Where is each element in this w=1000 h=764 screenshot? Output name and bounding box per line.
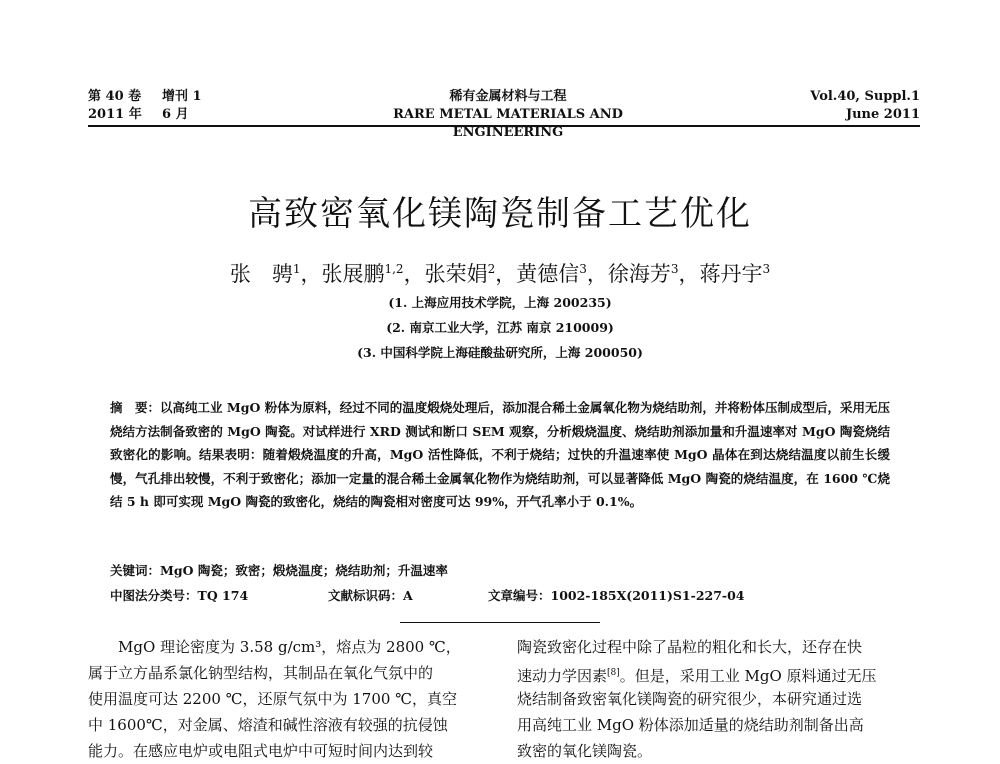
affiliation-3: (3. 中国科学院上海硅酸盐研究所，上海 200050): [357, 345, 643, 360]
author: [608, 262, 679, 286]
body-line: 能力。在感应电炉或电阻式电炉中可短时间内达到较: [88, 742, 434, 760]
abstract-text: 以高纯工业 MgO 粉体为原料，经过不同的温度煅烧处理后，添加混合稀土金属氧化物为烧结助剂，并将粉体压制成型后，采用无压烧结方法制备致密的 MgO 陶瓷。对试样进行 XRD 测试和断口 SEM 观察，分析煅烧温度、烧结助剂添加量和升温速率对 MgO 陶瓷烧结致密化的影响。结果表明：随着煅烧温度的升高，MgO 活性降低，不利于烧结；过快的升温速率使 MgO 晶体在到达烧结温度以前生长缓慢，气孔排出较慢，不利于致密化；添加一定量的混合稀土金属氧化物作为烧结助剂，可以显著降低 MgO 陶瓷的烧结温度，在 1600 ℃烧结 5 h 即可实现 MgO 陶瓷的致密化，烧结的陶瓷相对密度可达 99%，开气孔率小于 0.1%。: [110, 400, 890, 509]
clc-value: TQ 174: [197, 588, 249, 603]
author-affiliation-ref: 3: [579, 262, 587, 276]
body-text: 。但是，采用工业 MgO 原料通过无压: [619, 667, 877, 685]
affiliation-2: (2. 南京工业大学，江苏 南京 210009): [386, 320, 614, 335]
author-name: 张 骋: [229, 262, 293, 286]
body-line: 烧结制备致密氧化镁陶瓷的研究很少，本研究通过选: [517, 690, 863, 708]
author: [700, 262, 771, 286]
author-separator: ，: [300, 262, 322, 286]
author: [425, 262, 496, 286]
author-separator: ，: [586, 262, 608, 286]
affiliation-1: (1. 上海应用技术学院，上海 200235): [388, 295, 612, 310]
running-header: [88, 88, 920, 140]
body-line: MgO 理论密度为 3.58 g/cm³，熔点为 2800 ℃，: [88, 638, 461, 656]
year-label: 2011 年: [88, 107, 142, 122]
abstract: [110, 396, 890, 514]
article-value: 1002-185X(2011)S1-227-04: [550, 588, 745, 603]
doc-value: A: [403, 588, 413, 603]
keywords-label: 关键词：: [110, 563, 161, 578]
body-line: 致密的氧化镁陶瓷。: [517, 742, 653, 760]
issue-label: 增刊 1: [162, 89, 202, 104]
author-affiliation-ref: 2: [487, 262, 496, 276]
author-separator: ，: [403, 262, 425, 286]
body-line: 中 1600℃，对金属、熔渣和碱性溶液有较强的抗侵蚀: [88, 716, 448, 734]
volume-label: 第 40 卷: [88, 89, 142, 104]
citation-ref: [8]: [607, 668, 620, 678]
body-column-left: [88, 634, 478, 764]
author-separator: ，: [495, 262, 517, 286]
keywords: [110, 561, 448, 579]
volume-issue: [88, 88, 202, 124]
author-name: 黄德信: [516, 262, 580, 286]
author: [321, 262, 403, 286]
journal-name-en: RARE METAL MATERIALS AND ENGINEERING: [393, 107, 623, 140]
journal-name: [338, 88, 678, 142]
journal-name-cn: 稀有金属材料与工程: [449, 89, 567, 104]
author-affiliation-ref: 3: [762, 262, 771, 276]
body-line: 属于立方晶系氯化钠型结构，其制品在氧化气氛中的: [88, 664, 434, 682]
volume-info-en: [810, 88, 920, 124]
author-list: [0, 258, 1000, 288]
author-separator: ，: [678, 262, 700, 286]
author-name: 张展鹏: [321, 262, 385, 286]
clc-code: [110, 586, 248, 604]
article-label: 文章编号：: [488, 588, 551, 603]
author-affiliation-ref: 3: [670, 262, 679, 276]
date-en: June 2011: [845, 107, 920, 122]
article-number: [488, 586, 745, 604]
clc-label: 中图法分类号：: [110, 588, 198, 603]
body-text: 速动力学因素: [517, 667, 608, 685]
author: [230, 262, 301, 286]
body-column-right: [517, 634, 915, 764]
author-name: 蒋丹宇: [699, 262, 763, 286]
author: [516, 262, 587, 286]
doc-label: 文献标识码：: [328, 588, 404, 603]
body-line: 用高纯工业 MgO 粉体添加适量的烧结助剂制备出高: [517, 716, 864, 734]
volume-en: Vol.40, Suppl.1: [810, 89, 920, 104]
author-affiliation-ref: 1,2: [384, 262, 404, 276]
body-line: 陶瓷致密化过程中除了晶粒的粗化和长大，还存在快: [517, 638, 863, 656]
author-affiliation-ref: 1: [292, 262, 301, 276]
month-label: 6 月: [162, 107, 189, 122]
author-name: 徐海芳: [607, 262, 671, 286]
body-line: [517, 660, 915, 686]
body-line: 使用温度可达 2200 ℃，还原气氛中为 1700 ℃，真空: [88, 690, 457, 708]
paper-title: 高致密氧化镁陶瓷制备工艺优化: [248, 194, 752, 234]
doc-code: [328, 586, 413, 604]
abstract-label: 摘 要：: [110, 400, 161, 415]
author-name: 张荣娟: [424, 262, 488, 286]
section-separator: [400, 622, 600, 623]
header-rule: [88, 125, 920, 127]
keywords-text: MgO 陶瓷；致密；煅烧温度；烧结助剂；升温速率: [160, 563, 448, 578]
